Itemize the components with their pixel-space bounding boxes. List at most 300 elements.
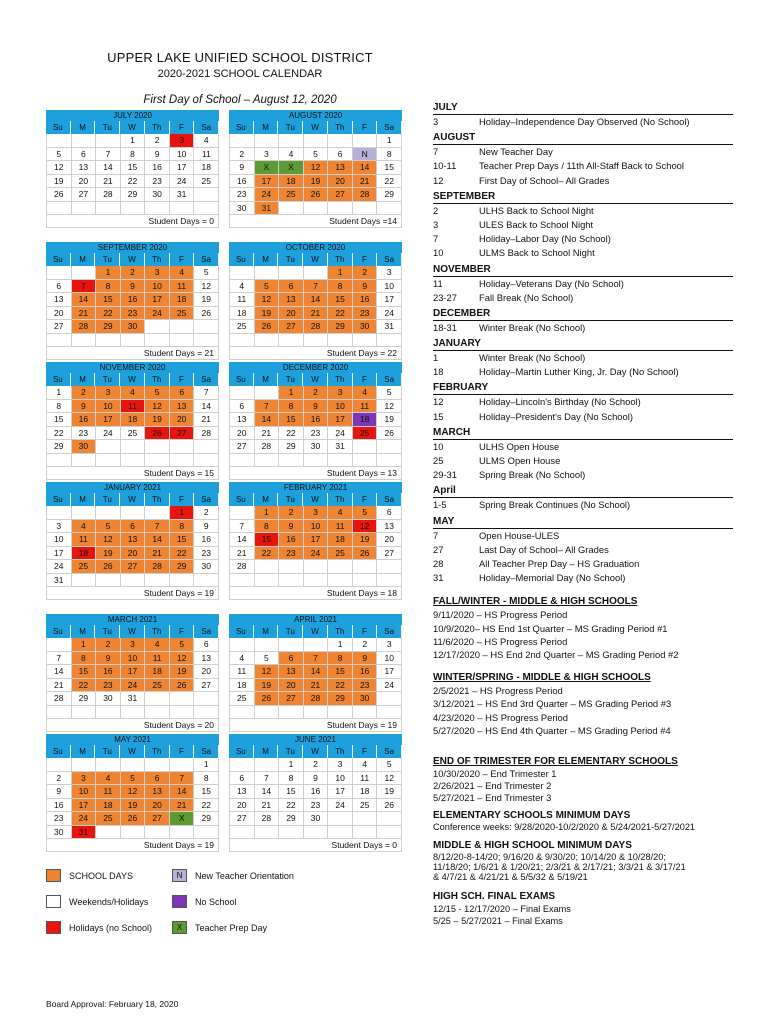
week-row [229,440,402,454]
day-cell: 21 [229,547,255,561]
day-cell: 12 [304,161,329,175]
week-row [229,533,402,547]
event-date: 3 [433,116,439,127]
day-cell: 24 [72,812,97,826]
day-cell [72,202,97,216]
weekday-label: Th [328,121,353,134]
week-row [229,560,402,574]
month-calendar [46,242,219,360]
weekday-label: F [353,121,378,134]
day-cell: 20 [72,175,97,189]
day-cell: 24 [145,307,170,321]
day-cell [353,560,378,574]
day-cell [72,334,97,348]
day-cell [194,188,219,202]
day-cell: 2 [96,638,121,652]
event-date: 25 [433,455,444,466]
week-row [46,440,219,454]
day-cell: 23 [145,175,170,189]
day-cell: 5 [121,772,146,786]
day-cell: 17 [255,175,280,189]
day-cell: 29 [72,692,97,706]
day-cell [96,826,121,840]
day-cell: 4 [328,506,353,520]
month-calendar [229,242,402,360]
day-cell: 20 [229,427,255,441]
day-cell: 9 [194,520,219,534]
weekday-label: F [353,253,378,266]
day-cell: 31 [121,692,146,706]
day-cell: 7 [255,772,280,786]
event-text: Holiday–Veterans Day (No School) [479,277,624,289]
day-cell [279,560,304,574]
day-cell [170,826,195,840]
day-cell: 25 [279,188,304,202]
event-row [433,365,733,379]
legend-label: SCHOOL DAYS [69,870,134,881]
day-cell: 6 [229,772,255,786]
day-cell: 16 [229,175,255,189]
week-row [46,307,219,321]
weekday-label: Sa [377,253,402,266]
day-cell: 1 [121,134,146,148]
weekday-label: Tu [95,625,120,638]
day-cell: 30 [96,692,121,706]
day-cell [145,334,170,348]
day-cell [279,706,304,720]
event-row [433,557,733,571]
week-row [229,161,402,175]
event-month-heading: MARCH [433,427,733,440]
day-cell [279,826,304,840]
day-cell: 1 [377,134,402,148]
day-cell [96,706,121,720]
day-cell: 16 [72,413,97,427]
day-cell: 29 [46,440,72,454]
weekday-label: M [71,253,96,266]
day-cell: 25 [229,320,255,334]
day-cell: 6 [279,280,304,294]
day-cell: 20 [279,307,304,321]
week-row [46,293,219,307]
day-cell: 23 [46,812,72,826]
winter-spring-line: 3/12/2021 – HS End 3rd Quarter – MS Grading Period #3 [433,698,672,710]
day-cell [229,334,255,348]
day-cell: 19 [255,307,280,321]
weekday-label: Th [328,625,353,638]
day-cell: 6 [279,652,304,666]
day-cell: 5 [377,386,402,400]
white-swatch [46,895,61,908]
day-cell [229,826,255,840]
day-cell: 26 [353,547,378,561]
weekday-label: Tu [95,373,120,386]
day-cell: 13 [229,413,255,427]
day-cell: 1 [194,758,219,772]
weekday-label: M [254,745,279,758]
event-date: 10-11 [433,160,457,172]
event-date: 1-5 [433,499,447,511]
month-calendar [229,614,402,732]
day-cell: 10 [170,148,195,162]
day-cell [377,454,402,468]
day-cell: 24 [121,679,146,693]
weekday-label: W [303,373,328,386]
day-cell: 22 [121,175,146,189]
weekday-label: Th [145,625,170,638]
day-cell: 22 [279,799,304,813]
trimester-heading: END OF TRIMESTER FOR ELEMENTARY SCHOOLS [433,755,678,767]
day-cell: 19 [96,547,121,561]
day-cell: 2 [353,638,378,652]
day-cell: 20 [46,307,72,321]
day-cell: X [279,161,304,175]
day-cell: 30 [304,812,329,826]
day-cell: 9 [353,280,378,294]
weekday-label: F [353,625,378,638]
event-row [433,410,733,424]
week-row [229,506,402,520]
day-cell: 26 [377,799,402,813]
day-cell [96,506,121,520]
day-cell: 29 [121,188,146,202]
day-cell: 12 [121,785,146,799]
day-cell: 25 [194,175,219,189]
day-cell [170,574,195,588]
week-row [46,400,219,414]
week-row [229,706,402,720]
day-cell: 10 [145,280,170,294]
week-row [46,574,219,588]
day-cell [96,758,121,772]
day-cell: 17 [121,665,146,679]
weekday-header-row [229,253,402,266]
event-text: New Teacher Day [479,146,553,158]
day-cell: 22 [279,427,304,441]
weekday-label: F [170,493,195,506]
day-cell: 30 [353,692,378,706]
day-cell [328,812,353,826]
day-cell: 1 [72,638,97,652]
day-cell: 9 [353,652,378,666]
day-cell: 8 [121,148,146,162]
weekday-label: Sa [377,625,402,638]
legend-label: Weekends/Holidays [69,896,149,907]
day-cell: 27 [279,320,304,334]
day-cell: 17 [72,799,97,813]
day-cell: 20 [229,799,255,813]
lavender-swatch: N [172,869,187,882]
event-row [433,321,733,335]
day-cell: 28 [255,812,280,826]
day-cell: 14 [304,293,329,307]
event-text: Holiday–Lincoln's Birthday (No School) [479,396,641,408]
day-cell [304,134,329,148]
day-cell: 31 [170,188,195,202]
day-cell: 29 [328,320,353,334]
day-cell: 11 [170,280,195,294]
week-row [229,799,402,813]
month-header: JUNE 2021 [229,734,402,745]
day-cell: 22 [72,679,97,693]
day-cell: 15 [328,665,353,679]
day-cell [121,202,146,216]
day-cell [194,440,219,454]
day-cell [145,506,170,520]
weekday-header-row [46,745,219,758]
event-date: 31 [433,572,444,584]
day-cell: 5 [170,638,195,652]
event-row [433,395,733,409]
day-cell: 8 [194,772,219,786]
day-cell: 12 [255,665,280,679]
weekday-label: W [303,121,328,134]
day-cell [255,386,280,400]
day-cell: 18 [279,175,304,189]
day-cell: 26 [377,427,402,441]
weekday-label: Th [145,121,170,134]
week-row [46,175,219,189]
red-swatch [46,921,61,934]
event-month-heading: MAY [433,516,733,529]
day-cell [328,454,353,468]
day-cell: 17 [46,547,72,561]
day-cell: 22 [328,679,353,693]
event-month-heading: FEBRUARY [433,382,733,395]
day-cell: 23 [72,427,97,441]
day-cell [328,134,353,148]
day-cell [145,706,170,720]
week-row [46,799,219,813]
day-cell: 25 [229,692,255,706]
day-cell [328,202,353,216]
winter-spring-line: 2/5/2021 – HS Progress Period [433,685,563,697]
day-cell: 7 [304,280,329,294]
event-row [433,498,733,512]
trimester-line: 2/26/2021 – End Trimester 2 [433,779,552,791]
event-date: 10 [433,440,444,452]
day-cell: 12 [170,652,195,666]
week-row [46,758,219,772]
day-cell [255,574,280,588]
day-cell [194,334,219,348]
day-cell: 19 [170,665,195,679]
weekday-label: Su [229,493,254,506]
weekday-label: Tu [95,745,120,758]
trimester-line: 5/27/2021 – End Trimester 3 [433,791,552,803]
weekday-label: W [120,253,145,266]
day-cell: 18 [229,307,255,321]
event-row [433,277,733,291]
day-cell [121,506,146,520]
day-cell: 2 [121,266,146,280]
day-cell: 15 [46,413,72,427]
weekday-label: F [170,253,195,266]
day-cell: 24 [377,307,402,321]
day-cell: 7 [255,400,280,414]
day-cell: 28 [46,692,72,706]
day-cell: 19 [255,679,280,693]
weekday-label: Th [328,745,353,758]
day-cell: 28 [194,427,219,441]
month-header: FEBRUARY 2021 [229,482,402,493]
day-cell: 20 [145,799,170,813]
day-cell: 2 [279,506,304,520]
day-cell: 5 [194,266,219,280]
weekday-label: F [170,373,195,386]
day-cell: 26 [255,692,280,706]
day-cell [353,826,378,840]
day-cell [194,574,219,588]
weekday-label: Su [46,493,71,506]
day-cell [377,334,402,348]
day-cell: 2 [194,506,219,520]
elem-min-heading: ELEMENTARY SCHOOLS MINIMUM DAYS [433,809,631,821]
event-month-heading: JANUARY [433,338,733,351]
weekday-header-row [229,493,402,506]
event-date: 18-31 [433,321,457,333]
day-cell: 26 [194,307,219,321]
day-cell [121,758,146,772]
calendar-title: 2020-2021 SCHOOL CALENDAR [157,68,323,80]
day-cell: 6 [194,638,219,652]
day-cell: 13 [279,665,304,679]
day-cell: 5 [255,652,280,666]
day-cell: 8 [46,400,72,414]
day-cell: 17 [377,665,402,679]
day-cell: 28 [304,692,329,706]
day-cell: 28 [229,560,255,574]
day-cell: 5 [353,506,378,520]
day-cell: 16 [46,799,72,813]
day-cell: 17 [170,161,195,175]
weekday-label: Th [328,373,353,386]
day-cell: 3 [328,758,353,772]
day-cell: 27 [121,560,146,574]
day-cell [353,134,378,148]
day-cell: 9 [72,400,97,414]
legend-label: Teacher Prep Day [195,922,268,933]
day-cell: 21 [194,413,219,427]
day-cell: 12 [46,161,72,175]
day-cell: 23 [304,427,329,441]
event-row [433,291,733,305]
week-row [46,772,219,786]
weekday-label: Sa [194,745,219,758]
weekday-header-row [46,493,219,506]
day-cell [304,574,329,588]
day-cell: 30 [121,320,146,334]
day-cell: 17 [377,293,402,307]
day-cell [377,812,402,826]
weekday-label: M [254,253,279,266]
event-date: 23-27 [433,291,457,303]
fall-winter-line: 12/17/2020 – HS End 2nd Quarter – MS Grading Period #2 [433,648,679,660]
day-cell: 22 [46,427,72,441]
day-cell: 14 [96,161,121,175]
student-days-total: Student Days = 19 [229,719,402,732]
day-cell: 10 [72,785,97,799]
day-cell: 19 [194,293,219,307]
day-cell: 19 [145,413,170,427]
day-cell: 6 [72,148,97,162]
day-cell: 11 [229,665,255,679]
week-row [229,280,402,294]
day-cell [145,692,170,706]
day-cell: 15 [279,785,304,799]
day-cell: 16 [96,665,121,679]
day-cell: 23 [304,799,329,813]
mhs-min-line: 11/18/20; 1/6/21 & 1/20/21; 2/3/21 & 2/17/21; 3/3/21 & 3/17/21 [433,861,686,872]
day-cell: 17 [328,785,353,799]
weekday-label: Tu [278,253,303,266]
week-row [46,320,219,334]
week-row [229,307,402,321]
weekday-label: Tu [278,373,303,386]
event-text: Holiday–Labor Day (No School) [479,233,611,245]
day-cell: 4 [121,386,146,400]
day-cell: 15 [377,161,402,175]
event-date: 15 [433,410,444,422]
week-row [46,706,219,720]
student-days-total: Student Days = 19 [46,587,219,600]
weekday-label: W [120,121,145,134]
day-cell: 3 [304,506,329,520]
day-cell: 27 [328,188,353,202]
weekday-label: Su [46,253,71,266]
day-cell [377,826,402,840]
day-cell [279,266,304,280]
day-cell [46,706,72,720]
event-text: Spring Break (No School) [479,469,586,481]
day-cell: 25 [328,547,353,561]
weekday-label: Tu [95,493,120,506]
week-row [229,520,402,534]
weekday-label: Su [229,373,254,386]
week-row [229,148,402,162]
day-cell: 30 [229,202,255,216]
weekday-header-row [229,745,402,758]
day-cell: 7 [96,148,121,162]
day-cell: 24 [304,547,329,561]
event-text: Holiday–Martin Luther King, Jr. Day (No School) [479,366,679,378]
week-row [229,826,402,840]
event-text: ULMS Back to School Night [479,247,595,259]
day-cell: 16 [353,665,378,679]
day-cell: 18 [229,679,255,693]
day-cell: 10 [96,400,121,414]
weekday-label: M [71,121,96,134]
weekday-label: Su [46,373,71,386]
day-cell: 5 [304,148,329,162]
day-cell: 28 [304,320,329,334]
event-row [433,232,733,246]
week-row [46,134,219,148]
week-row [229,266,402,280]
week-row [46,547,219,561]
day-cell: 13 [377,520,402,534]
event-row [433,145,733,159]
event-row [433,204,733,218]
day-cell: 7 [170,772,195,786]
day-cell [229,638,255,652]
legend-new-teacher [172,869,294,882]
day-cell [353,706,378,720]
day-cell: 6 [145,772,170,786]
weekday-label: Sa [194,625,219,638]
day-cell: 7 [145,520,170,534]
weekday-label: W [303,493,328,506]
